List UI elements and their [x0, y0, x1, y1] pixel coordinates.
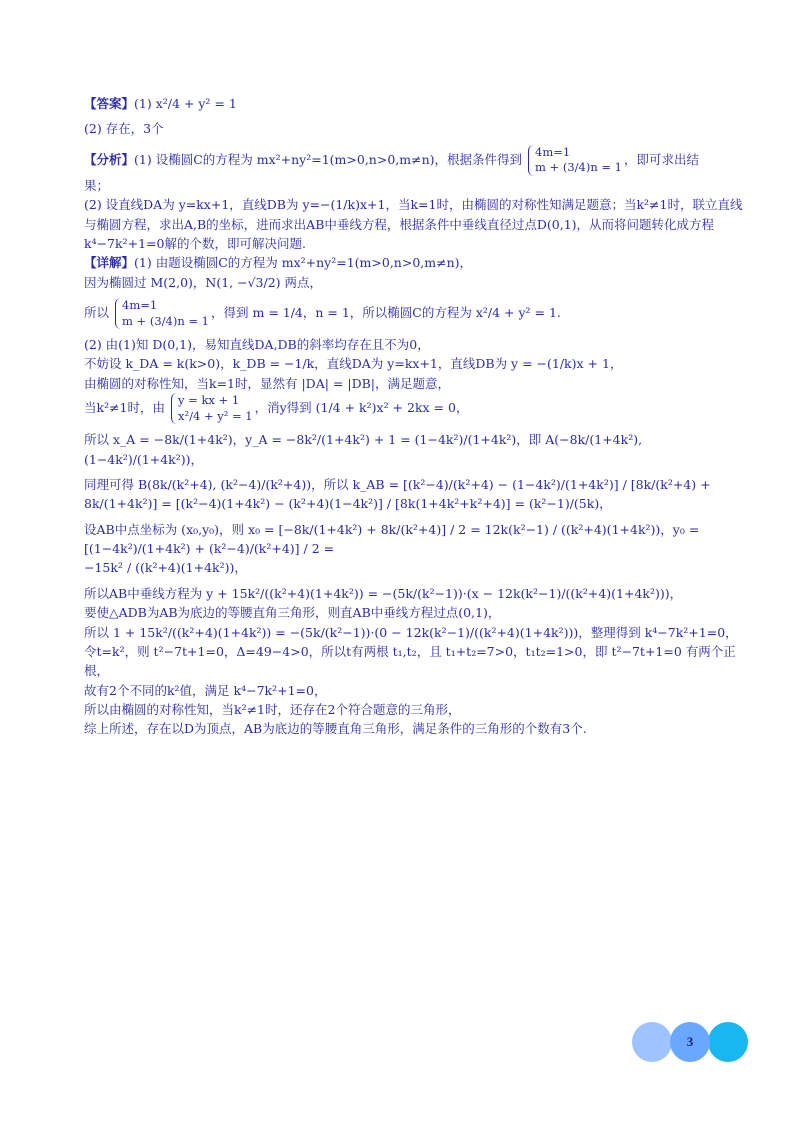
detail-line-6: 由椭圆的对称性知，当k=1时，显然有 |DA| = |DB|，满足题意，	[84, 375, 450, 391]
analysis-system-eq-2: m + (3/4)n = 1	[535, 160, 623, 175]
detail-system-2-eq-1: y = kx + 1	[178, 393, 240, 408]
detail-line-1	[84, 253, 744, 272]
detail-line-9: 同理可得 B(8k/(k²+4), (k²−4)/(k²+4))，所以 k_AB = [(k²−4)/(k²+4) − (1−4k²)/(1+4k²)] / [8k/(k²+4) + 8k/(1+4k²)] = [(k²−4)(1+4k²) − (k²+4)(1−4k²)] / [8k(1+4k²+k²+4)] = (k²−1)/(5k)，	[84, 476, 711, 512]
detail-text-3a: 所以	[84, 305, 110, 321]
answer-tag: 【答案】	[84, 96, 135, 111]
analysis-equation-system	[528, 145, 622, 176]
analysis-text-1b: ，即可求出结	[624, 151, 700, 167]
detail-line-10: 设AB中点坐标为 (x₀,y₀)，则 x₀ = [−8k/(1+4k²) + 8k/(k²+4)] / 2 = 12k(k²−1) / ((k²+4)(1+4k²))，y₀ = [(1−4k²)/(1+4k²) + (k²−4)/(k²+4)] / 2 =	[84, 521, 700, 557]
answer-part-1: (1) x²/4 + y² = 1	[134, 96, 237, 111]
detail-line-18: 综上所述，存在以D为顶点，AB为底边的等腰直角三角形，满足条件的三角形的个数有3个.	[84, 721, 587, 737]
detail-system-1-eq-1: 4m=1	[122, 298, 158, 313]
analysis-line-1	[84, 145, 744, 176]
page-number: 3	[686, 1034, 694, 1049]
page-number-badge	[632, 1022, 748, 1062]
detail-line-17: 所以由椭圆的对称性知，当k²≠1时，还存在2个符合题意的三角形，	[84, 702, 461, 718]
analysis-text-2: (2) 设直线DA为 y=kx+1，直线DB为 y=−(1/k)x+1，当k=1时，由椭圆的对称性知满足题意；当k²≠1时，联立直线与椭圆方程，求出A,B的坐标，进而求出AB中垂线方程，根据条件中垂线直径过点D(0,1)，从而将问题转化成方程k⁴−7k²+1=0解的个数，即可解决问题.	[84, 197, 743, 251]
detail-line-13: 要使△ADB为AB为底边的等腰直角三角形，则直AB中垂线方程过点(0,1)，	[84, 605, 501, 621]
detail-text-7a: 当k²≠1时，由	[84, 400, 166, 416]
badge-circle-right	[708, 1022, 748, 1062]
detail-line-8: 所以 x_A = −8k/(1+4k²)，y_A = −8k²/(1+4k²) + 1 = (1−4k²)/(1+4k²)，即 A(−8k/(1+4k²), (1−4k²)/(1+4k²))，	[84, 432, 643, 467]
solution-content	[84, 94, 744, 739]
detail-line-2: 因为椭圆过 M(2,0)，N(1, −√3/2) 两点，	[84, 274, 323, 290]
analysis-text-1: (1) 设椭圆C的方程为 mx²+ny²=1(m>0,n>0,m≠n)，根据条件得到	[134, 151, 523, 167]
detail-line-12: 所以AB中垂线方程为 y + 15k²/((k²+4)(1+4k²)) = −(5k/(k²−1))·(x − 12k(k²−1)/((k²+4)(1+4k²)))，	[84, 585, 683, 601]
detail-text-1: (1) 由题设椭圆C的方程为 mx²+ny²=1(m>0,n>0,m≠n)，	[134, 255, 473, 271]
detail-line-11: −15k² / ((k²+4)(1+4k²))，	[84, 560, 247, 576]
analysis-tag: 【分析】	[84, 151, 135, 167]
detail-line-15: 令t=k²，则 t²−7t+1=0，Δ=49−4>0，所以t有两根 t₁,t₂，且 t₁+t₂=7>0，t₁t₂=1>0，即 t²−7t+1=0 有两个正根，	[84, 643, 736, 679]
badge-circle-left	[632, 1022, 672, 1062]
detail-line-4: (2) 由(1)知 D(0,1)，易知直线DA,DB的斜率均存在且不为0，	[84, 337, 430, 353]
detail-line-16: 故有2个不同的k²值，满足 k⁴−7k²+1=0，	[84, 682, 327, 698]
analysis-system-eq-1: 4m=1	[535, 144, 571, 159]
detail-system-2-eq-2: x²/4 + y² = 1	[178, 408, 253, 423]
detail-text-7b: ，消y得到 (1/4 + k²)x² + 2kx = 0，	[254, 400, 469, 416]
detail-line-3	[84, 298, 744, 329]
detail-text-3b: ，得到 m = 1/4，n = 1，所以椭圆C的方程为 x²/4 + y² = 1.	[211, 305, 561, 321]
analysis-text-1c: 果；	[84, 177, 110, 193]
detail-equation-system-1	[115, 298, 209, 329]
answer-line-2: (2) 存在，3个	[84, 121, 164, 137]
answer-line-1	[84, 94, 744, 113]
detail-equation-system-2	[171, 393, 253, 424]
detail-line-14: 所以 1 + 15k²/((k²+4)(1+4k²)) = −(5k/(k²−1))·(0 − 12k(k²−1)/((k²+4)(1+4k²)))，整理得到 k⁴−7k²+1=0，	[84, 624, 738, 640]
detail-tag: 【详解】	[84, 255, 135, 271]
detail-line-5: 不妨设 k_DA = k(k>0)，k_DB = −1/k，直线DA为 y=kx+1，直线DB为 y = −(1/k)x + 1，	[84, 356, 623, 372]
detail-system-1-eq-2: m + (3/4)n = 1	[122, 313, 210, 328]
detail-line-7	[84, 393, 744, 424]
